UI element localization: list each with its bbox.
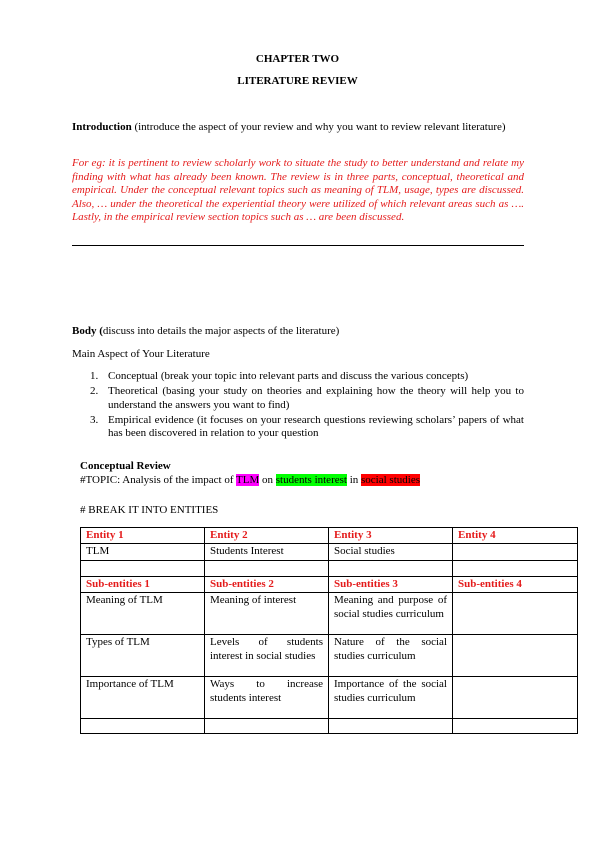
table-cell — [81, 719, 205, 734]
break-entities-label: # BREAK IT INTO ENTITIES — [80, 504, 219, 516]
table-cell: TLM — [81, 544, 205, 560]
topic-highlight-interest: students interest — [275, 474, 347, 486]
table-row — [81, 635, 578, 677]
main-aspect-label: Main Aspect of Your Literature — [72, 348, 210, 360]
list-number: 1. — [90, 370, 99, 382]
table-cell: Meaning of TLM — [81, 593, 205, 635]
table-cell — [453, 593, 578, 635]
table-cell — [453, 560, 578, 576]
table-header-cell: Sub-entities 2 — [205, 576, 329, 592]
introduction-underline — [72, 245, 524, 246]
table-cell: Levels of students interest in social studies — [205, 635, 329, 677]
table-header-cell: Sub-entities 4 — [453, 576, 578, 592]
table-header-cell: Sub-entities 3 — [329, 576, 453, 592]
table-header-cell: Sub-entities 1 — [81, 576, 205, 592]
list-text: Theoretical (basing your study on theories and explaining how the theory will help you to understand the answers you want to find) — [108, 385, 524, 411]
topic-connector: in — [346, 474, 362, 486]
topic-connector: on — [259, 474, 276, 486]
chapter-heading: CHAPTER TWO — [255, 53, 340, 65]
table-row — [81, 528, 578, 544]
section-title: LITERATURE REVIEW — [237, 75, 358, 87]
table-cell — [453, 719, 578, 734]
introduction-paragraph — [72, 121, 524, 135]
introduction-label: Introduction — [72, 121, 132, 133]
body-label: Body ( — [72, 325, 103, 337]
table-header-cell: Entity 1 — [81, 528, 205, 544]
table-cell: Nature of the social studies curriculum — [329, 635, 453, 677]
table-row — [81, 544, 578, 560]
table-cell — [329, 719, 453, 734]
table-header-cell: Entity 3 — [329, 528, 453, 544]
topic-highlight-social: social studies — [361, 474, 420, 486]
list-item — [72, 370, 524, 384]
table-cell — [453, 635, 578, 677]
introduction-note: (introduce the aspect of your review and why you want to review relevant literature) — [131, 121, 506, 133]
conceptual-heading: Conceptual Review — [80, 460, 171, 472]
topic-line — [80, 474, 420, 488]
table-cell: Meaning and purpose of social studies curriculum — [329, 593, 453, 635]
table-cell — [205, 560, 329, 576]
list-number: 3. — [90, 413, 99, 426]
list-text: Conceptual (break your topic into relevant parts and discuss the various concepts) — [108, 370, 469, 382]
table-cell — [453, 677, 578, 719]
list-text: Empirical evidence (it focuses on your research questions reviewing scholars’ papers of what has been discovered in relation to your question — [108, 413, 524, 440]
table-cell — [81, 560, 205, 576]
body-note: discuss into details the major aspects of the literature) — [102, 325, 340, 337]
topic-highlight-tlm: TLM — [236, 474, 260, 486]
table-cell: Social studies — [329, 544, 453, 560]
aspects-list — [72, 370, 524, 442]
table-cell — [205, 719, 329, 734]
table-row — [81, 560, 578, 576]
table-row — [81, 677, 578, 719]
body-paragraph — [72, 325, 524, 339]
table-cell: Students Interest — [205, 544, 329, 560]
table-cell: Importance of TLM — [81, 677, 205, 719]
table-header-cell: Entity 2 — [205, 528, 329, 544]
topic-prefix: #TOPIC: Analysis of the impact of — [80, 474, 237, 486]
list-item — [72, 414, 524, 441]
entities-table — [80, 527, 578, 734]
table-row — [81, 576, 578, 592]
list-number: 2. — [90, 385, 99, 398]
table-cell: Importance of the social studies curriculum — [329, 677, 453, 719]
table-cell — [329, 560, 453, 576]
table-cell: Ways to increase students interest — [205, 677, 329, 719]
table-cell — [453, 544, 578, 560]
table-cell: Types of TLM — [81, 635, 205, 677]
table-row — [81, 719, 578, 734]
introduction-example: For eg: it is pertinent to review scholarly work to situate the study to better understand and relate my finding with what has already been known. The review is in three parts, conceptual, theoretical and empirical. Under the conceptual relevant topics such as meaning of TLM, usage, types are discussed. Also, … under the theoretical the experiential theory were utilized of which relevant areas such as …. Lastly, in the empirical review section topics such as … are been discussed. — [72, 157, 524, 224]
table-header-cell: Entity 4 — [453, 528, 578, 544]
table-row — [81, 593, 578, 635]
list-item — [72, 385, 524, 412]
table-cell: Meaning of interest — [205, 593, 329, 635]
